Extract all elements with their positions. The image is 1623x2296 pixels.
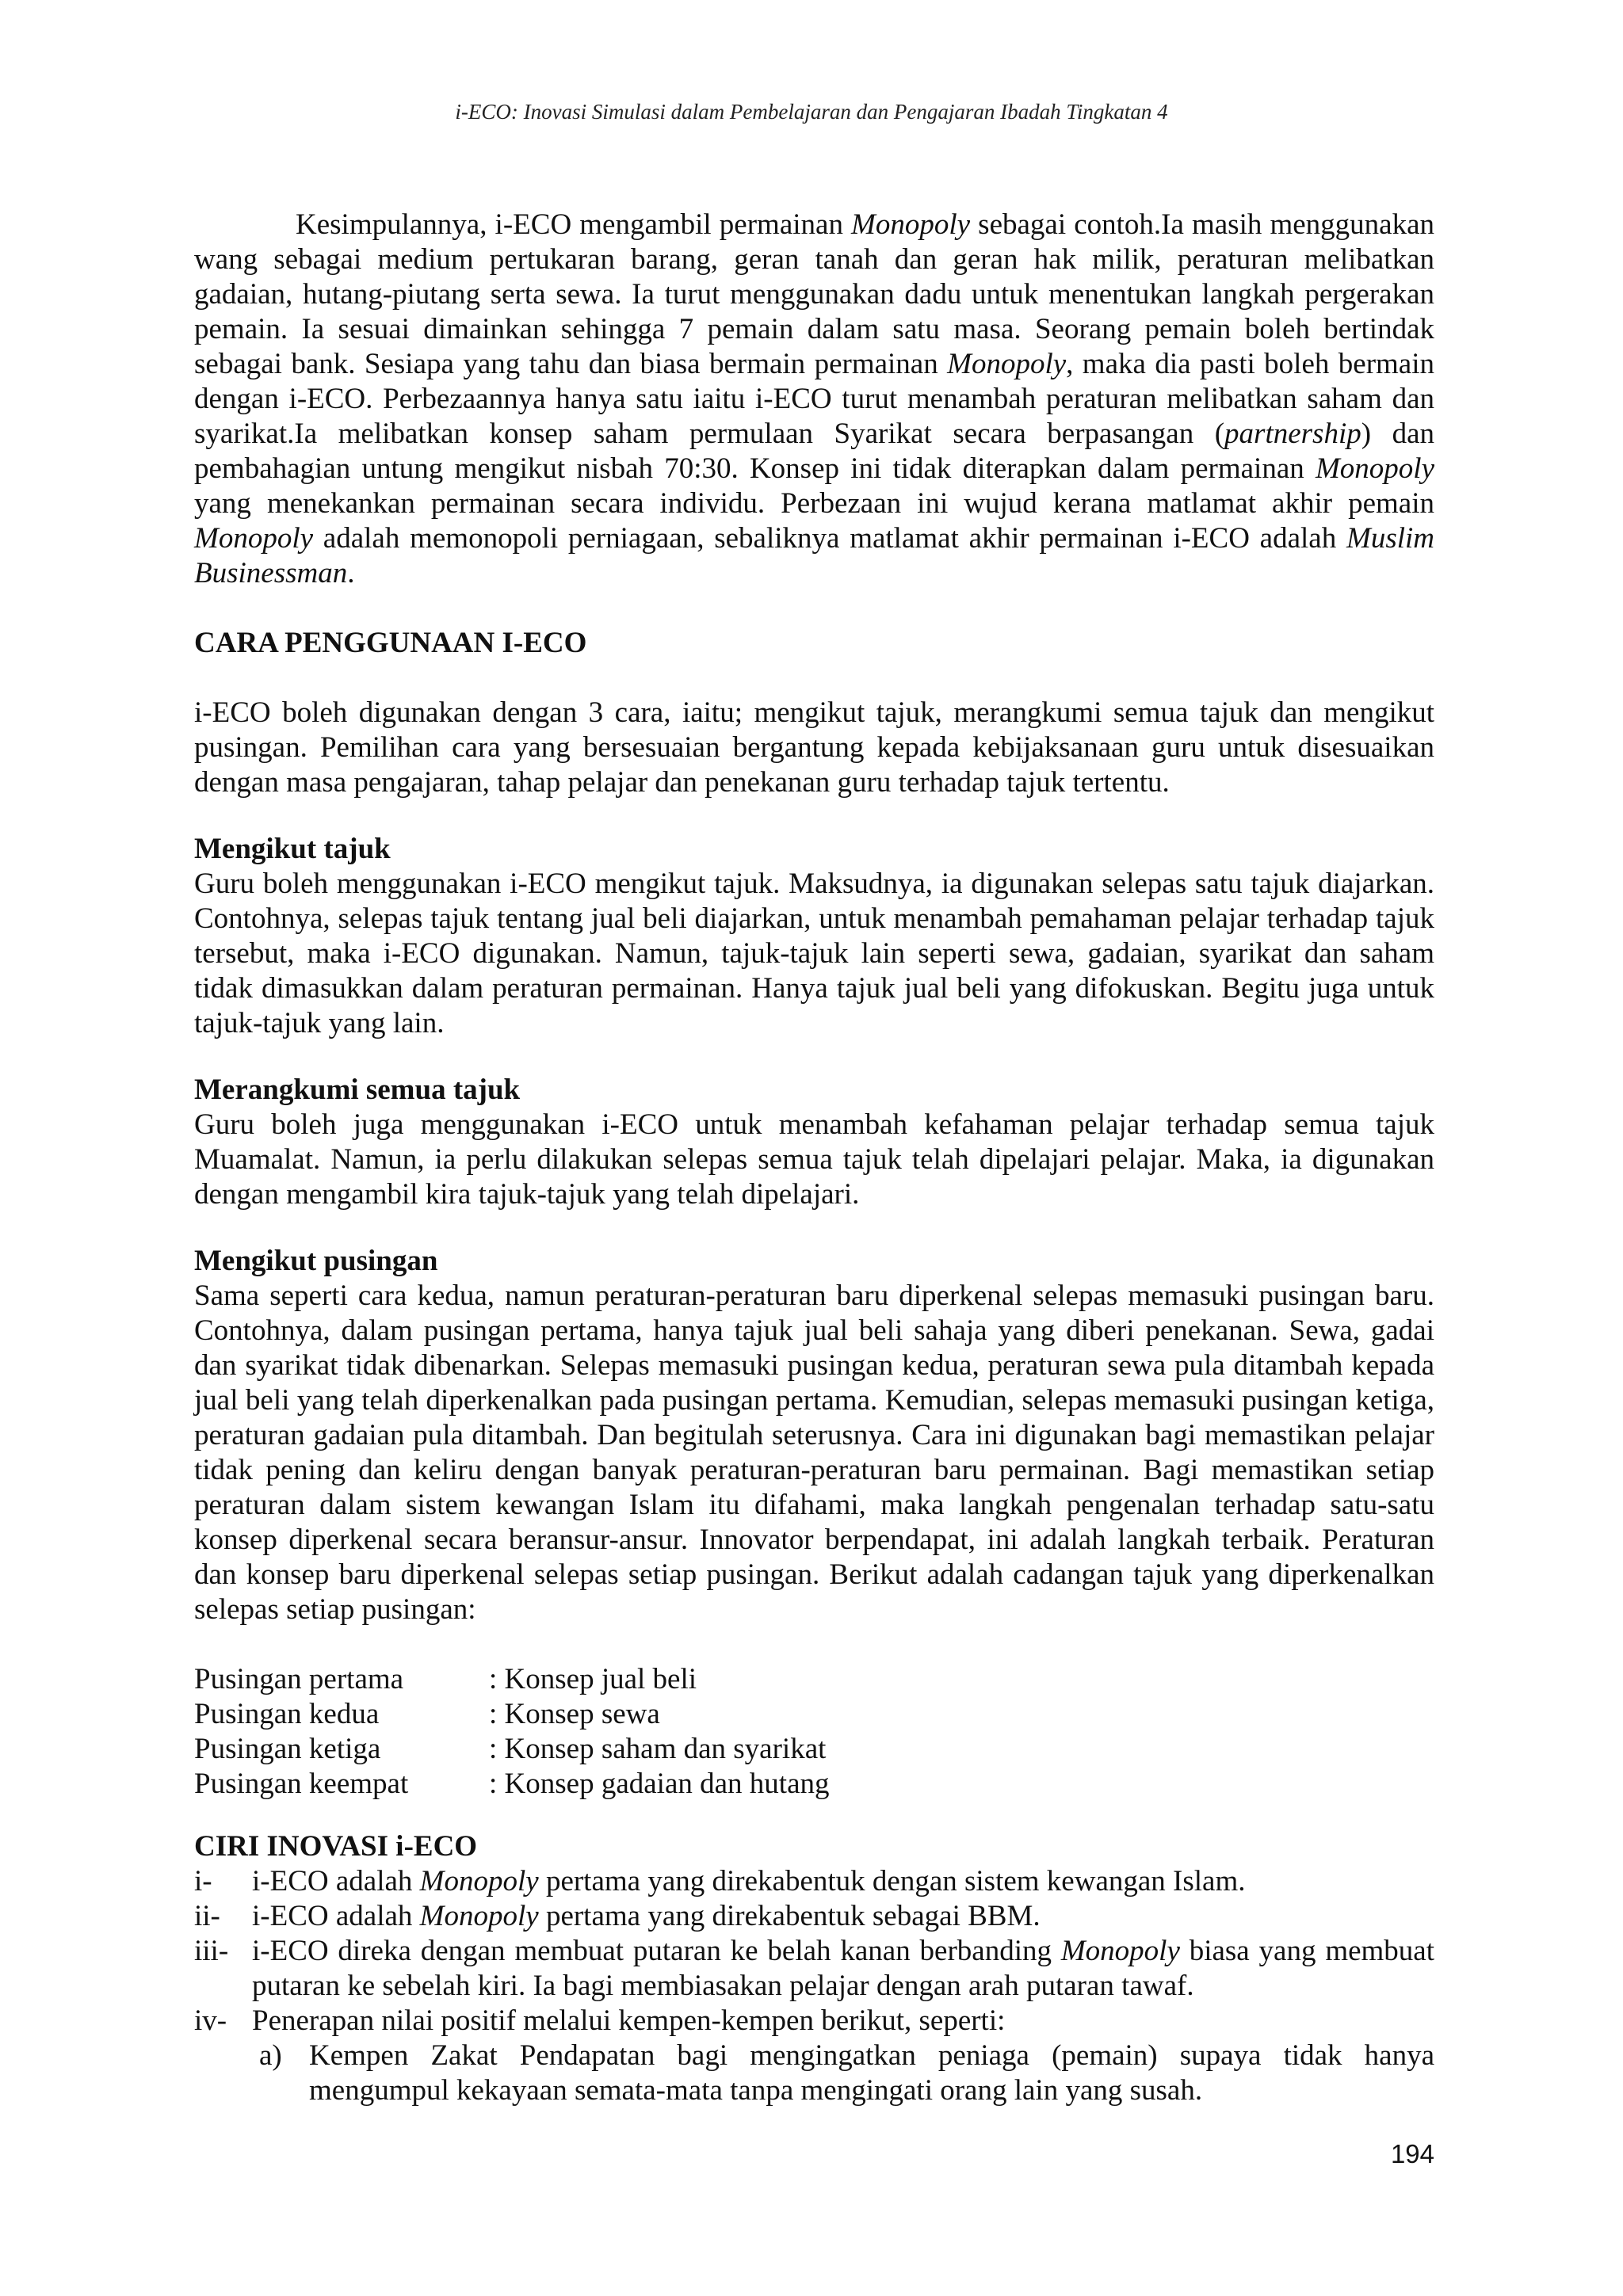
section-heading-ciri: CIRI INOVASI i-ECO	[194, 1830, 478, 1863]
intro-text-5: yang menekankan permainan secara individu. Perbezaan ini wujud kerana matlamat akhir pemain	[194, 487, 1434, 520]
round-concept: : Konsep gadaian dan hutang	[489, 1768, 830, 1800]
subheading-mengikut-tajuk: Mengikut tajuk	[194, 833, 391, 865]
intro-italic-1: Monopoly	[851, 208, 971, 241]
round-concept: : Konsep sewa	[489, 1698, 660, 1730]
page-number: 194	[1390, 2139, 1434, 2168]
intro-text-1: Kesimpulannya, i-ECO mengambil permainan	[296, 208, 852, 241]
intro-text-7: .	[347, 557, 355, 589]
mengikut-tajuk-paragraph: Guru boleh menggunakan i-ECO mengikut tajuk. Maksudnya, ia digunakan selepas satu tajuk diajarkan. Contohnya, selepas tajuk tentang jual beli diajarkan, untuk menambah pemahaman pelajar terhadap tajuk tersebut, maka i-ECO digunakan. Namun, tajuk-tajuk lain seperti sewa, gadaian, syarikat dan saham tidak dimasukkan dalam peraturan permainan. Hanya tajuk jual beli yang difokuskan. Begitu juga untuk tajuk-tajuk yang lain.	[194, 868, 1434, 1039]
intro-text-3: , maka dia pasti boleh bermain dengan i-ECO. Perbezaannya hanya satu iaitu i-ECO turut menambah peraturan melibatkan saham dan syarikat.Ia melibatkan konsep saham permulaan Syarikat secara berpasangan (	[194, 348, 1435, 450]
intro-italic-3: partnership	[1224, 418, 1361, 450]
section-heading-cara: CARA PENGGUNAAN I-ECO	[194, 627, 587, 659]
sub-item-text: Kempen Zakat Pendapatan bagi mengingatkan peniaga (pemain) supaya tidak hanya mengumpul kekayaan semata-mata tanpa mengingati orang lain yang susah.	[309, 2039, 1434, 2107]
intro-italic-2: Monopoly	[947, 348, 1067, 380]
pusingan-paragraph: Sama seperti cara kedua, namun peraturan-peraturan baru diperkenal selepas memasuki pusingan baru. Contohnya, dalam pusingan pertama, hanya tajuk jual beli sahaja yang diberi penekanan. Sewa, gadai dan syarikat tidak dibenarkan. Selepas memasuki pusingan kedua, peraturan sewa pula ditambah kepada jual beli yang telah diperkenalkan pada pusingan pertama. Kemudian, selepas memasuki pusingan ketiga, peraturan gadaian pula ditambah. Dan begitulah seterusnya. Cara ini digunakan bagi memastikan pelajar tidak pening dan keliru dengan banyak peraturan-peraturan baru permainan. Bagi memastikan setiap peraturan dalam sistem kewangan Islam itu difahami, maka langkah pengenalan terhadap satu-satu konsep diperkenal secara beransur-ansur. Innovator berpendapat, ini adalah langkah terbaik. Peraturan dan konsep baru diperkenal selepas setiap pusingan. Berikut adalah cadangan tajuk yang diperkenalkan selepas setiap pusingan:	[194, 1280, 1434, 1626]
intro-text-2: sebagai contoh.Ia masih menggunakan wang sebagai medium pertukaran barang, geran tanah dan geran hak milik, peraturan melibatkan gadaian, hutang-piutang serta sewa. Ia turut menggunakan dadu untuk menentukan langkah pergerakan pemain. Ia sesuai dimainkan sehingga 7 pemain dalam satu masa. Seorang pemain boleh bertindak sebagai bank. Sesiapa yang tahu dan biasa bermain permainan	[194, 208, 1434, 380]
intro-italic-5: Monopoly	[194, 522, 314, 555]
round-row	[194, 1732, 830, 1767]
feature-item	[194, 1934, 1434, 2004]
intro-paragraph	[194, 208, 1434, 591]
feature-item	[194, 1899, 1434, 1934]
round-concept: : Konsep jual beli	[489, 1663, 697, 1695]
round-row	[194, 1767, 830, 1802]
subheading-merangkumi: Merangkumi semua tajuk	[194, 1074, 521, 1106]
rounds-list	[194, 1662, 830, 1802]
intro-italic-6: Muslim Businessman	[194, 522, 1434, 589]
feature-number: iii-	[194, 1935, 229, 1967]
feature-number: i-	[194, 1865, 212, 1897]
subheading-mengikut-pusingan: Mengikut pusingan	[194, 1245, 438, 1277]
intro-text-6: adalah memonopoli perniagaan, sebaliknya matlamat akhir permainan i-ECO adalah	[313, 522, 1346, 555]
feature-item	[194, 2004, 1434, 2039]
body-content	[194, 208, 1434, 2108]
feature-number: iv-	[194, 2004, 227, 2037]
round-row	[194, 1662, 830, 1697]
feature-text: Penerapan nilai positif melalui kempen-kempen berikut, seperti:	[252, 2004, 1006, 2037]
round-row	[194, 1697, 830, 1732]
feature-text: i-ECO direka dengan membuat putaran ke belah kanan berbanding Monopoly biasa yang membuat putaran ke sebelah kiri. Ia bagi membiasakan pelajar dengan arah putaran tawaf.	[252, 1935, 1434, 2002]
intro-italic-4: Monopoly	[1315, 452, 1434, 485]
feature-text: i-ECO adalah Monopoly pertama yang direkabentuk dengan sistem kewangan Islam.	[252, 1865, 1246, 1897]
round-label: Pusingan kedua	[194, 1698, 380, 1730]
cara-paragraph: i-ECO boleh digunakan dengan 3 cara, iaitu; mengikut tajuk, merangkumi semua tajuk dan mengikut pusingan. Pemilihan cara yang bersesuaian bergantung kepada kebijaksanaan guru untuk disesuaikan dengan masa pengajaran, tahap pelajar dan penekanan guru terhadap tajuk tertentu.	[194, 696, 1434, 799]
round-label: Pusingan keempat	[194, 1768, 409, 1800]
feature-text: i-ECO adalah Monopoly pertama yang direkabentuk sebagai BBM.	[252, 1900, 1041, 1932]
feature-sub-item	[259, 2039, 1434, 2108]
round-concept: : Konsep saham dan syarikat	[489, 1733, 827, 1765]
round-label: Pusingan ketiga	[194, 1733, 381, 1765]
feature-item	[194, 1864, 1434, 1899]
sub-item-number: a)	[259, 2039, 282, 2072]
intro-text-4: ) dan pembahagian untung mengikut nisbah 70:30. Konsep ini tidak diterapkan dalam permainan	[194, 418, 1434, 485]
round-label: Pusingan pertama	[194, 1663, 404, 1695]
merangkumi-paragraph: Guru boleh juga menggunakan i-ECO untuk menambah kefahaman pelajar terhadap semua tajuk Muamalat. Namun, ia perlu dilakukan selepas semua tajuk telah dipelajari pelajar. Maka, ia digunakan dengan mengambil kira tajuk-tajuk yang telah dipelajari.	[194, 1108, 1434, 1211]
running-header: i-ECO: Inovasi Simulasi dalam Pembelajaran dan Pengajaran Ibadah Tingkatan 4	[455, 100, 1168, 124]
feature-number: ii-	[194, 1900, 220, 1932]
